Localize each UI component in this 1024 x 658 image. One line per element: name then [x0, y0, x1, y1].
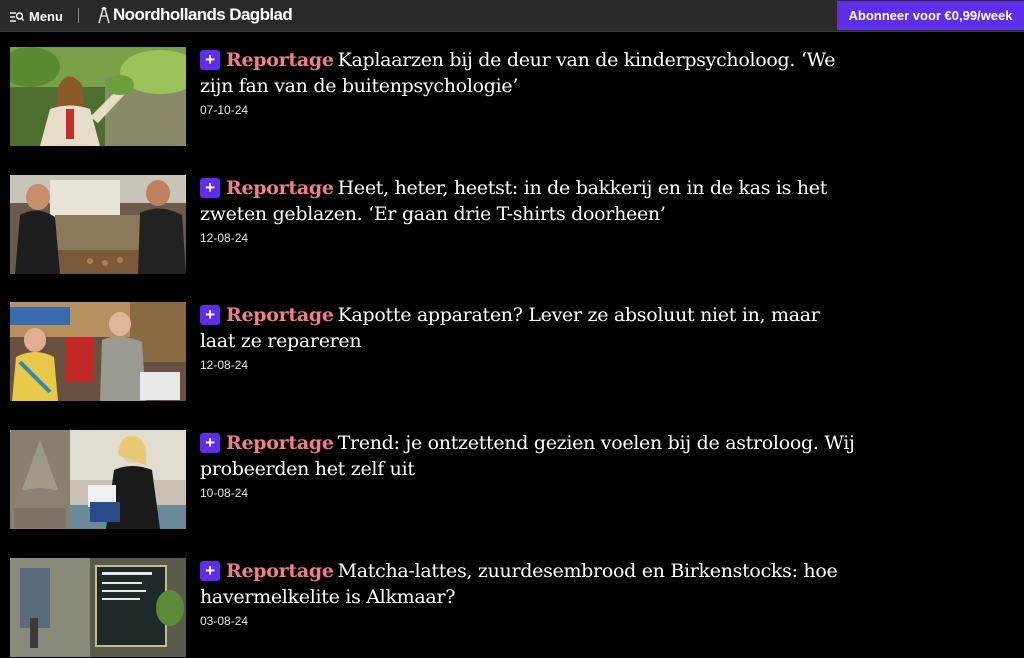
article-date: 12-08-24	[200, 231, 249, 245]
article-headline[interactable]	[200, 430, 860, 482]
plus-badge: +	[200, 561, 220, 581]
article-thumbnail[interactable]	[10, 558, 186, 657]
article-item[interactable]	[10, 175, 870, 275]
article-title: Matcha-lattes, zuurdesembrood en Birkenstocks: hoe havermelkelite is Alkmaar?	[200, 560, 838, 608]
article-thumbnail[interactable]	[10, 175, 186, 274]
logo-text: Noordhollands Dagblad	[113, 5, 293, 24]
article-label: Reportage	[226, 560, 334, 582]
logo-emblem-icon	[96, 6, 111, 24]
top-bar	[0, 0, 1024, 32]
article-headline[interactable]	[200, 302, 860, 354]
article-thumbnail[interactable]	[10, 47, 186, 146]
article-title: Kaplaarzen bij de deur van de kinderpsycholoog. ‘We zijn fan van de buitenpsychologie’	[200, 49, 836, 97]
menu-label: Menu	[29, 8, 63, 24]
article-date: 12-08-24	[200, 358, 249, 372]
article-label: Reportage	[226, 177, 334, 199]
article-label: Reportage	[226, 49, 334, 71]
plus-badge: +	[200, 433, 220, 453]
article-thumbnail[interactable]	[10, 430, 186, 529]
header-divider	[78, 8, 79, 23]
article-title: Trend: je ontzettend gezien voelen bij de astroloog. Wij probeerden het zelf uit	[200, 432, 855, 480]
article-date: 10-08-24	[200, 486, 249, 500]
plus-badge: +	[200, 305, 220, 325]
article-date: 07-10-24	[200, 103, 249, 117]
article-title: Heet, heter, heetst: in de bakkerij en in de kas is het zweten geblazen. ‘Er gaan drie T-shirts doorheen’	[200, 177, 828, 225]
article-item[interactable]	[10, 430, 870, 530]
menu-button[interactable]	[10, 7, 63, 25]
menu-search-icon	[10, 10, 24, 22]
article-item[interactable]	[10, 558, 870, 658]
plus-badge: +	[200, 178, 220, 198]
article-headline[interactable]	[200, 175, 860, 227]
article-item[interactable]	[10, 302, 870, 402]
article-title: Kapotte apparaten? Lever ze absoluut niet in, maar laat ze repareren	[200, 304, 820, 352]
site-logo[interactable]	[96, 4, 292, 26]
article-label: Reportage	[226, 432, 334, 454]
article-headline[interactable]	[200, 47, 860, 99]
plus-badge: +	[200, 50, 220, 70]
article-thumbnail[interactable]	[10, 302, 186, 401]
article-item[interactable]	[10, 47, 870, 147]
article-headline[interactable]	[200, 558, 860, 610]
article-label: Reportage	[226, 304, 334, 326]
article-date: 03-08-24	[200, 614, 249, 628]
subscribe-button[interactable]: Abonneer voor €0,99/week	[837, 1, 1024, 30]
